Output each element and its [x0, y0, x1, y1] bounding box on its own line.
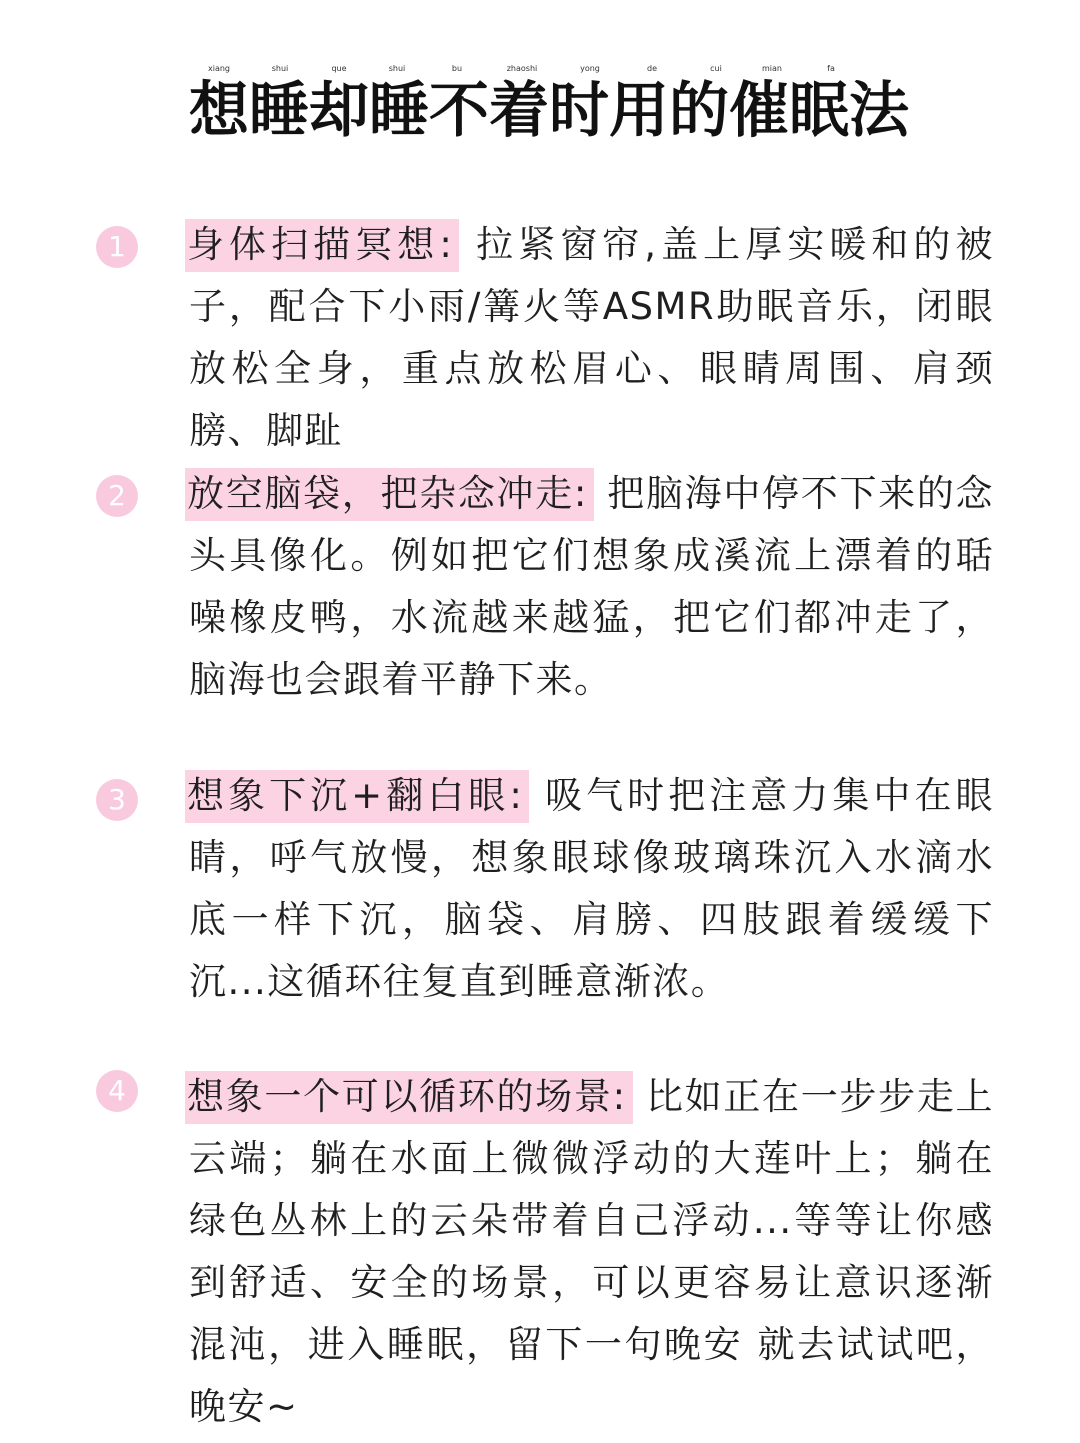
- pinyin-annotation: fa: [827, 64, 835, 73]
- pinyin-annotation: de: [647, 64, 657, 73]
- item-paragraph: [189, 765, 994, 1013]
- item-body: 比如正在一步步走上云端；躺在水面上微微浮动的大莲叶上；躺在绿色丛林上的云朵带着自己浮动...等等让你感到舒适、安全的场景，可以更容易让意识逐渐混沌，进入睡眠，留下一句晚安 就去试试吧，晚安~: [189, 1075, 995, 1428]
- pinyin-annotation: que: [331, 64, 347, 73]
- title-block: [0, 58, 1080, 158]
- pinyin-annotation: cui: [710, 64, 722, 73]
- item-body: 拉紧窗帘,盖上厚实暖和的被子，配合下小雨/篝火等ASMR助眠音乐，闭眼放松全身，重点放松眉心、眼睛周围、肩颈膀、脚趾: [189, 223, 994, 452]
- item-paragraph: [189, 214, 994, 462]
- item-paragraph: [189, 1066, 994, 1438]
- item-heading: 放空脑袋，把杂念冲走:: [185, 468, 594, 521]
- item-number-badge: 2: [96, 475, 138, 517]
- item-body: 吸气时把注意力集中在眼睛，呼气放慢，想象眼球像玻璃珠沉入水滴水底一样下沉，脑袋、肩膀、四肢跟着缓缓下沉...这循环往复直到睡意渐浓。: [189, 774, 995, 1003]
- pinyin-annotation: shui: [271, 64, 289, 73]
- item-number-badge: 3: [96, 779, 138, 821]
- pinyin-annotation: shui: [388, 64, 406, 73]
- pinyin-annotation: bu: [451, 64, 463, 73]
- item-number-badge: 1: [96, 226, 138, 268]
- pinyin-annotation: yong: [580, 64, 600, 73]
- item-heading: 身体扫描冥想:: [185, 219, 459, 272]
- item-number-badge: 4: [96, 1070, 138, 1112]
- item-heading: 想象一个可以循环的场景:: [185, 1071, 633, 1124]
- pinyin-annotation: xiang: [207, 64, 231, 73]
- item-heading: 想象下沉+翻白眼:: [185, 770, 529, 823]
- page-title: 想睡却睡不着时用的催眠法: [189, 76, 909, 146]
- item-paragraph: [189, 463, 994, 711]
- pinyin-annotation: zhaoshi: [506, 64, 538, 73]
- pinyin-annotation: mian: [762, 64, 782, 73]
- item-body: 把脑海中停不下来的念头具像化。例如把它们想象成溪流上漂着的聒噪橡皮鸭，水流越来越猛，把它们都冲走了，脑海也会跟着平静下来。: [189, 472, 995, 701]
